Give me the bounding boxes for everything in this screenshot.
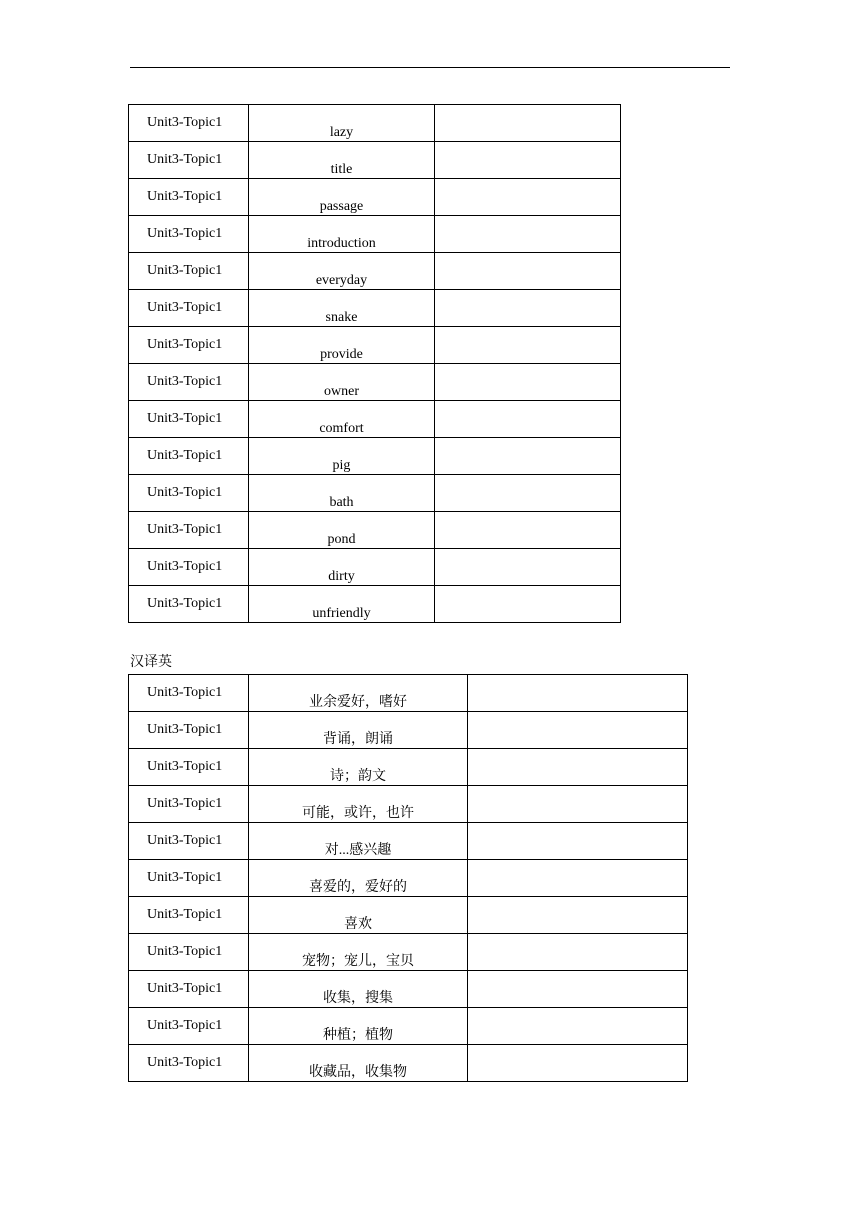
word-cell: bath bbox=[249, 475, 435, 512]
answer-cell[interactable] bbox=[435, 290, 621, 327]
table-row bbox=[129, 749, 688, 786]
answer-cell[interactable] bbox=[435, 364, 621, 401]
word-cell: pig bbox=[249, 438, 435, 475]
word-cell: 背诵，朗诵 bbox=[249, 712, 468, 749]
answer-cell[interactable] bbox=[468, 971, 688, 1008]
answer-cell[interactable] bbox=[468, 675, 688, 712]
unit-cell: Unit3-Topic1 bbox=[129, 1008, 249, 1045]
word-cell: unfriendly bbox=[249, 586, 435, 623]
table-row bbox=[129, 105, 621, 142]
table-row bbox=[129, 327, 621, 364]
table-row bbox=[129, 364, 621, 401]
word-cell: 诗；韵文 bbox=[249, 749, 468, 786]
word-cell: 种植；植物 bbox=[249, 1008, 468, 1045]
word-cell: owner bbox=[249, 364, 435, 401]
table-row bbox=[129, 512, 621, 549]
unit-cell: Unit3-Topic1 bbox=[129, 934, 249, 971]
unit-cell: Unit3-Topic1 bbox=[129, 549, 249, 586]
answer-cell[interactable] bbox=[435, 105, 621, 142]
table-row bbox=[129, 675, 688, 712]
table-row bbox=[129, 401, 621, 438]
answer-cell[interactable] bbox=[468, 823, 688, 860]
unit-cell: Unit3-Topic1 bbox=[129, 512, 249, 549]
unit-cell: Unit3-Topic1 bbox=[129, 475, 249, 512]
unit-cell: Unit3-Topic1 bbox=[129, 105, 249, 142]
unit-cell: Unit3-Topic1 bbox=[129, 749, 249, 786]
unit-cell: Unit3-Topic1 bbox=[129, 179, 249, 216]
answer-cell[interactable] bbox=[468, 1045, 688, 1082]
answer-cell[interactable] bbox=[468, 1008, 688, 1045]
unit-cell: Unit3-Topic1 bbox=[129, 823, 249, 860]
word-cell: comfort bbox=[249, 401, 435, 438]
unit-cell: Unit3-Topic1 bbox=[129, 897, 249, 934]
unit-cell: Unit3-Topic1 bbox=[129, 290, 249, 327]
answer-cell[interactable] bbox=[435, 512, 621, 549]
table-row bbox=[129, 823, 688, 860]
word-cell: snake bbox=[249, 290, 435, 327]
answer-cell[interactable] bbox=[468, 786, 688, 823]
answer-cell[interactable] bbox=[435, 475, 621, 512]
section-label-chinese-to-english: 汉译英 bbox=[130, 655, 172, 670]
word-cell: title bbox=[249, 142, 435, 179]
word-cell: introduction bbox=[249, 216, 435, 253]
table-row bbox=[129, 179, 621, 216]
word-cell: 收集，搜集 bbox=[249, 971, 468, 1008]
word-cell: 喜欢 bbox=[249, 897, 468, 934]
answer-cell[interactable] bbox=[435, 142, 621, 179]
word-cell: 喜爱的，爱好的 bbox=[249, 860, 468, 897]
word-cell: 业余爱好，嗜好 bbox=[249, 675, 468, 712]
table-row bbox=[129, 712, 688, 749]
answer-cell[interactable] bbox=[468, 934, 688, 971]
word-cell: 宠物；宠儿，宝贝 bbox=[249, 934, 468, 971]
answer-cell[interactable] bbox=[435, 216, 621, 253]
unit-cell: Unit3-Topic1 bbox=[129, 216, 249, 253]
unit-cell: Unit3-Topic1 bbox=[129, 253, 249, 290]
table-row bbox=[129, 549, 621, 586]
unit-cell: Unit3-Topic1 bbox=[129, 786, 249, 823]
table-row bbox=[129, 860, 688, 897]
word-cell: lazy bbox=[249, 105, 435, 142]
unit-cell: Unit3-Topic1 bbox=[129, 675, 249, 712]
table-row bbox=[129, 586, 621, 623]
word-cell: 对...感兴趣 bbox=[249, 823, 468, 860]
word-cell: 收藏品，收集物 bbox=[249, 1045, 468, 1082]
answer-cell[interactable] bbox=[468, 712, 688, 749]
unit-cell: Unit3-Topic1 bbox=[129, 586, 249, 623]
answer-cell[interactable] bbox=[468, 860, 688, 897]
table-row bbox=[129, 971, 688, 1008]
table-row bbox=[129, 438, 621, 475]
unit-cell: Unit3-Topic1 bbox=[129, 142, 249, 179]
word-cell: provide bbox=[249, 327, 435, 364]
answer-cell[interactable] bbox=[468, 897, 688, 934]
answer-cell[interactable] bbox=[435, 179, 621, 216]
unit-cell: Unit3-Topic1 bbox=[129, 327, 249, 364]
word-cell: passage bbox=[249, 179, 435, 216]
answer-cell[interactable] bbox=[435, 438, 621, 475]
unit-cell: Unit3-Topic1 bbox=[129, 364, 249, 401]
answer-cell[interactable] bbox=[468, 749, 688, 786]
answer-cell[interactable] bbox=[435, 401, 621, 438]
unit-cell: Unit3-Topic1 bbox=[129, 401, 249, 438]
word-cell: everyday bbox=[249, 253, 435, 290]
table-row bbox=[129, 1008, 688, 1045]
table-row bbox=[129, 934, 688, 971]
word-cell: 可能，或许，也许 bbox=[249, 786, 468, 823]
answer-cell[interactable] bbox=[435, 327, 621, 364]
answer-cell[interactable] bbox=[435, 549, 621, 586]
unit-cell: Unit3-Topic1 bbox=[129, 860, 249, 897]
table-row bbox=[129, 142, 621, 179]
answer-cell[interactable] bbox=[435, 253, 621, 290]
unit-cell: Unit3-Topic1 bbox=[129, 712, 249, 749]
vocab-table-chinese-to-english bbox=[128, 674, 688, 1082]
unit-cell: Unit3-Topic1 bbox=[129, 1045, 249, 1082]
word-cell: dirty bbox=[249, 549, 435, 586]
table-row bbox=[129, 1045, 688, 1082]
word-cell: pond bbox=[249, 512, 435, 549]
header-rule bbox=[130, 67, 730, 68]
table-row bbox=[129, 216, 621, 253]
unit-cell: Unit3-Topic1 bbox=[129, 438, 249, 475]
table-row bbox=[129, 786, 688, 823]
table-row bbox=[129, 290, 621, 327]
answer-cell[interactable] bbox=[435, 586, 621, 623]
unit-cell: Unit3-Topic1 bbox=[129, 971, 249, 1008]
vocab-table-english-to-chinese bbox=[128, 104, 621, 623]
table-row bbox=[129, 253, 621, 290]
table-row bbox=[129, 897, 688, 934]
table-row bbox=[129, 475, 621, 512]
